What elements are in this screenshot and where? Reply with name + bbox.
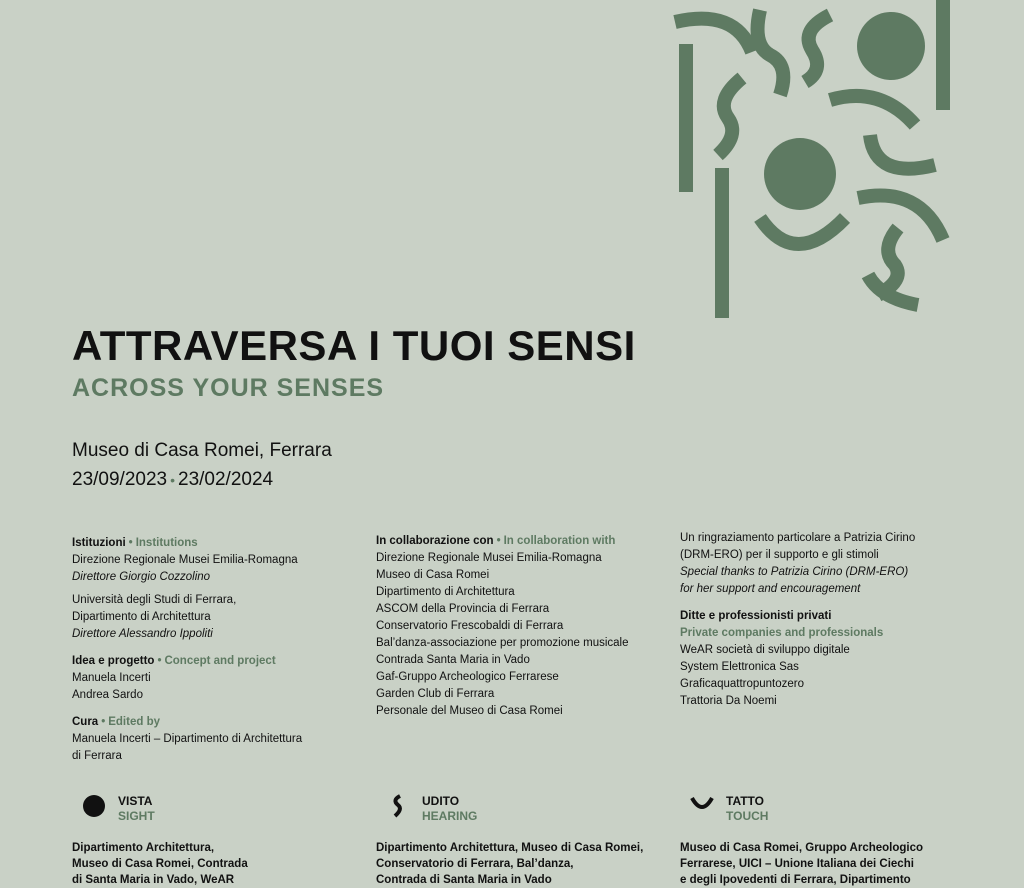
concept-line: Manuela Incerti [72, 672, 151, 684]
date-start: 23/09/2023 [72, 469, 168, 490]
list-item: Personale del Museo di Casa Romei [376, 705, 563, 717]
circle-icon [82, 794, 106, 818]
institutions-group: Istituzioni • Institutions Direzione Regionale Musei Emilia-Romagna Direttore Giorgio Cozzolino Università degli Studi di Ferrara, Dipartimento di Architettura Direttore Alessandro Ippoliti [72, 535, 362, 643]
institution-line: Direttore Giorgio Cozzolino [72, 571, 211, 583]
list-item: WeAR società di sviluppo digitale [680, 644, 850, 656]
list-item: Museo di Casa Romei [376, 569, 490, 581]
sense-label-en: SIGHT [118, 809, 155, 823]
sense-desc-line: Conservatorio di Ferrara, Bal’danza, [376, 858, 574, 870]
list-item: Conservatorio Frescobaldi di Ferrara [376, 620, 564, 632]
private-label: Ditte e professionisti privati [680, 610, 832, 622]
sense-label: TATTO [726, 794, 764, 808]
list-item: Contrada Santa Maria in Vado [376, 654, 530, 666]
institution-line: Dipartimento di Architettura [72, 611, 211, 623]
venue: Museo di Casa Romei, Ferrara [72, 440, 332, 461]
logo-circle-icon [764, 138, 836, 210]
concept-label: Idea e progetto [72, 655, 155, 667]
sense-desc-line: di Santa Maria in Vado, WeAR [72, 874, 235, 886]
list-item: Graficaquattropuntozero [680, 678, 805, 690]
thanks-line-en: for her support and encouragement [680, 583, 861, 595]
exhibition-title: ATTRAVERSA I TUOI SENSI [72, 322, 636, 369]
sense-desc-line: Dipartimento Architettura, Museo di Casa Romei, [376, 842, 644, 854]
thanks-line: (DRM-ERO) per il supporto e gli stimoli [680, 549, 879, 561]
credits-middle: In collaborazione con • In collaboration with Direzione Regionale Musei Emilia-Romagna Museo di Casa Romei Dipartimento di Architettura ASCOM della Provincia di Ferrara Conservatorio Frescobaldi di Ferrara Bal’danza-associazione per promozione musicale Contrada Santa Maria in Vado Gaf-Gruppo Archeologico Ferrarese Garden Club di Ferrara Personale del Museo di Casa Romei [376, 533, 666, 720]
list-item: ASCOM della Provincia di Ferrara [376, 603, 550, 615]
logo-circle-icon [857, 12, 925, 80]
curator-label: Cura [72, 716, 99, 728]
concept-line: Andrea Sardo [72, 689, 143, 701]
exhibition-logo [665, 0, 965, 325]
collaboration-label: In collaborazione con [376, 535, 494, 547]
thanks-line: Un ringraziamento particolare a Patrizia Cirino [680, 532, 916, 544]
list-item: Bal’danza-associazione per promozione musicale [376, 637, 629, 649]
list-item: System Elettronica Sas [680, 661, 799, 673]
date-end: 23/02/2024 [178, 469, 274, 490]
date-separator: • [170, 472, 175, 488]
credits-right [680, 530, 960, 720]
credits-left [72, 535, 362, 775]
curator-label-en: Edited by [108, 716, 160, 728]
arc-icon [690, 794, 714, 818]
sense-desc-line: Dipartimento Architettura, [72, 842, 215, 854]
sense-label-en: TOUCH [726, 809, 769, 823]
sense-desc-line: Contrada di Santa Maria in Vado [376, 874, 552, 886]
institutions-label: Istituzioni [72, 537, 126, 549]
concept-label-en: Concept and project [164, 655, 276, 667]
curator-line: di Ferrara [72, 750, 122, 762]
curator-group: Cura • Edited by Manuela Incerti – Dipartimento di Architettura di Ferrara [72, 714, 362, 765]
private-label-en: Private companies and professionals [680, 627, 884, 639]
wave-icon [386, 794, 410, 818]
sense-desc-line: e degli Ipovedenti di Ferrara, Dipartimento [680, 874, 911, 886]
sense-label-en: HEARING [422, 809, 478, 823]
collaboration-label-en: In collaboration with [503, 535, 616, 547]
sense-desc-line: Museo di Casa Romei, Contrada [72, 858, 248, 870]
list-item: Gaf-Gruppo Archeologico Ferrarese [376, 671, 559, 683]
sense-label: VISTA [118, 794, 153, 808]
institutions-label-en: Institutions [135, 537, 198, 549]
list-item: Trattoria Da Noemi [680, 695, 777, 707]
private-group [680, 608, 960, 710]
curator-line: Manuela Incerti – Dipartimento di Architettura [72, 733, 303, 745]
sense-label: UDITO [422, 794, 460, 808]
thanks-group [680, 530, 960, 598]
list-item: Direzione Regionale Musei Emilia-Romagna [376, 552, 602, 564]
exhibition-subtitle: ACROSS YOUR SENSES [72, 374, 385, 402]
list-item: Dipartimento di Architettura [376, 586, 515, 598]
thanks-line-en: Special thanks to Patrizia Cirino (DRM-ERO) [680, 566, 909, 578]
institution-line: Direzione Regionale Musei Emilia-Romagna [72, 554, 298, 566]
sense-desc-line: Museo di Casa Romei, Gruppo Archeologico [680, 842, 924, 854]
concept-group: Idea e progetto • Concept and project Manuela Incerti Andrea Sardo [72, 653, 362, 704]
sense-desc-line: Ferrarese, UICI – Unione Italiana dei Ciechi [680, 858, 914, 870]
institution-line: Direttore Alessandro Ippoliti [72, 628, 213, 640]
list-item: Garden Club di Ferrara [376, 688, 495, 700]
institution-line: Università degli Studi di Ferrara, [72, 594, 237, 606]
exhibition-dates [72, 469, 273, 491]
